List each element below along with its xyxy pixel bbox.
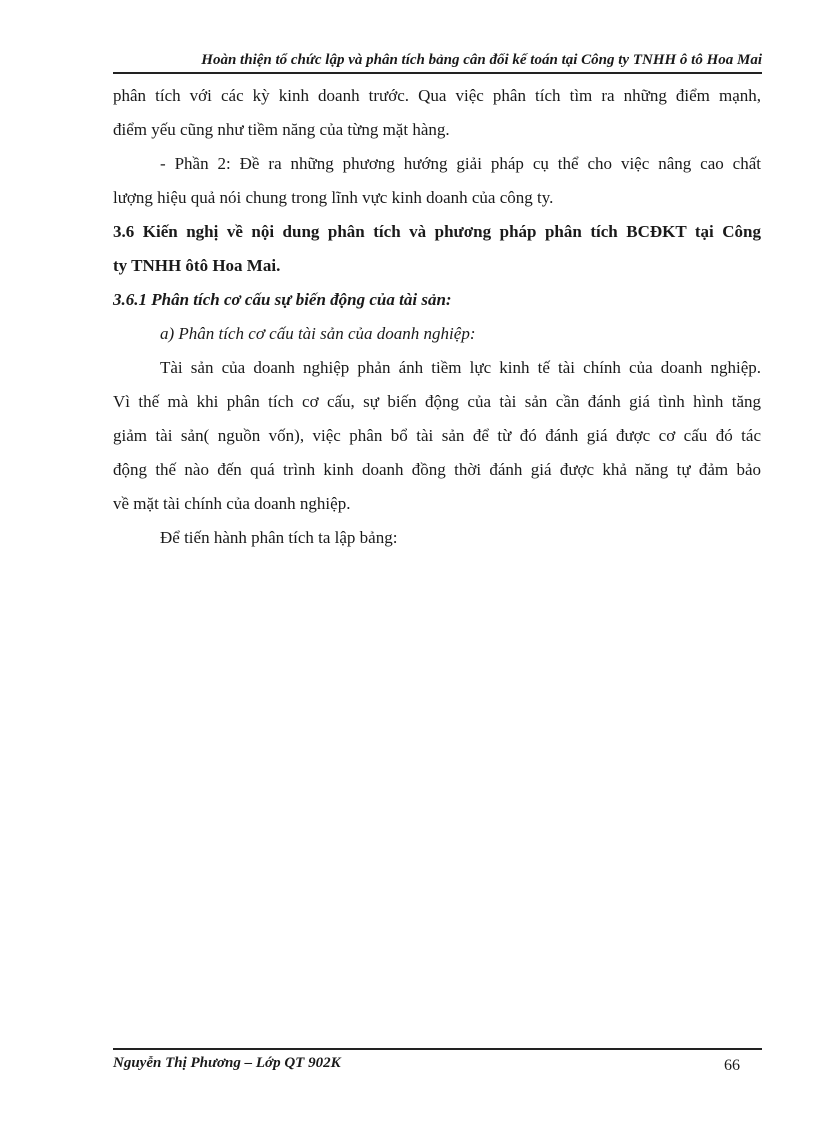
paragraph-line: về mặt tài chính của doanh nghiệp. [113, 494, 351, 513]
section-heading: 3.6 Kiến nghị về nội dung phân tích và phương pháp phân tích BCĐKT tại Công [113, 222, 761, 241]
paragraph-line: Vì thế mà khi phân tích cơ cấu, sự biến động của tài sản cần đánh giá tình hình tăng [113, 392, 761, 411]
paragraph-line: Để tiến hành phân tích ta lập bảng: [160, 528, 398, 547]
page-number: 66 [724, 1057, 740, 1074]
header-divider [113, 72, 762, 74]
paragraph-line: động thế nào đến quá trình kinh doanh đồng thời đánh giá được khả năng tự đảm bảo [113, 460, 761, 479]
paragraph-line: điểm yếu cũng như tiềm năng của từng mặt hàng. [113, 120, 450, 139]
section-heading: ty TNHH ôtô Hoa Mai. [113, 256, 281, 275]
running-header: Hoàn thiện tổ chức lập và phân tích bảng cân đối kế toán tại Công ty TNHH ô tô Hoa Mai [201, 52, 762, 68]
paragraph-line: Tài sản của doanh nghiệp phản ánh tiềm lực kinh tế tài chính của doanh nghiệp. [160, 358, 761, 377]
footer-divider [113, 1048, 762, 1050]
paragraph-line: - Phần 2: Đề ra những phương hướng giải pháp cụ thể cho việc nâng cao chất [160, 154, 761, 173]
subsection-heading: 3.6.1 Phân tích cơ cấu sự biến động của tài sản: [113, 290, 452, 309]
document-body [113, 79, 761, 555]
paragraph-line: giảm tài sản( nguồn vốn), việc phân bổ tài sản để từ đó đánh giá được cơ cấu đó tác [113, 426, 761, 445]
sub-subsection-heading: a) Phân tích cơ cấu tài sản của doanh nghiệp: [160, 324, 476, 343]
footer-author: Nguyễn Thị Phương – Lớp QT 902K [113, 1055, 341, 1071]
paragraph-line: phân tích với các kỳ kinh doanh trước. Qua việc phân tích tìm ra những điểm mạnh, [113, 86, 761, 105]
paragraph-line: lượng hiệu quả nói chung trong lĩnh vực kinh doanh của công ty. [113, 188, 554, 207]
